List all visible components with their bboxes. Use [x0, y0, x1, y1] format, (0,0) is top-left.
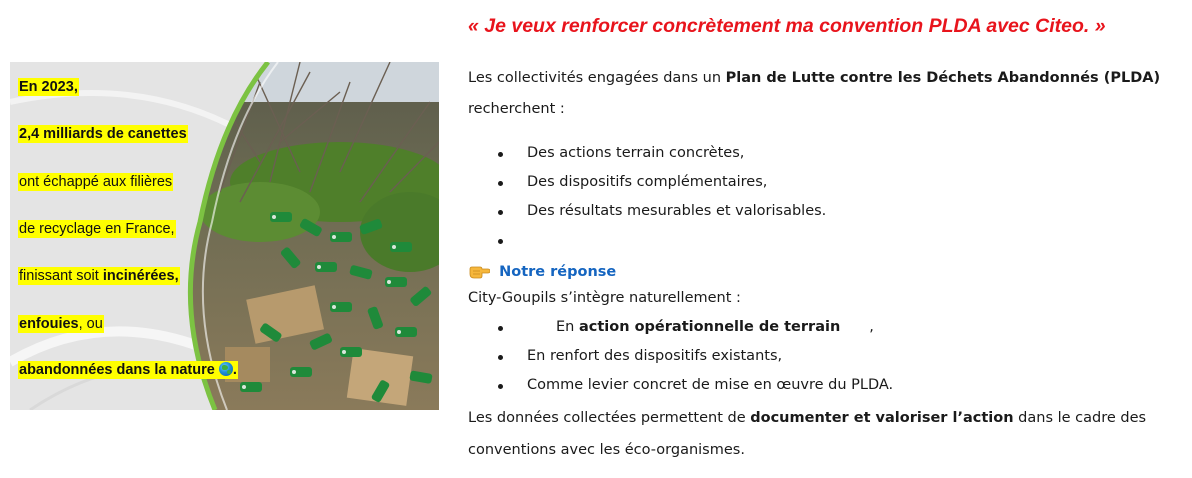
stat-line-incinerated: finissant soit incinérées,: [19, 268, 179, 284]
stat-line-year: En 2023,: [19, 79, 78, 95]
response-intro: City-Goupils s’intègre naturellement :: [468, 290, 741, 306]
response-item: En renfort des dispositifs existants,: [498, 348, 782, 364]
headline-quote: « Je veux renforcer concrètement ma convention PLDA avec Citeo. »: [468, 15, 1106, 37]
intro-line-2: recherchent :: [468, 101, 565, 117]
stat-line-buried: enfouies, ou: [19, 316, 103, 332]
stat-line-recycling: de recyclage en France,: [19, 221, 175, 237]
globe-icon: [219, 362, 233, 376]
closing-line-1: Les données collectées permettent de documenter et valoriser l’action dans le cadre des: [468, 410, 1147, 426]
response-item: Comme levier concret de mise en œuvre du PLDA.: [498, 377, 893, 393]
stat-line-escaped: ont échappé aux filières: [19, 174, 173, 190]
response-item: En action opérationnelle de terrain ,: [498, 319, 874, 335]
stat-line-abandoned: abandonnées dans la nature .: [19, 362, 237, 378]
need-item: Des dispositifs complémentaires,: [498, 174, 767, 190]
response-title: Notre réponse: [499, 264, 617, 280]
intro-line-1: Les collectivités engagées dans un Plan de Lutte contre les Déchets Abandonnés (PLDA): [468, 70, 1161, 86]
need-item: Des actions terrain concrètes,: [498, 145, 744, 161]
pointing-hand-icon: [468, 263, 490, 279]
empty-bullet: [498, 239, 503, 244]
cans-infographic-card: [10, 62, 439, 410]
need-item: Des résultats mesurables et valorisables.: [498, 203, 826, 219]
response-heading: [468, 261, 616, 280]
stat-line-count: 2,4 milliards de canettes: [19, 126, 187, 142]
closing-line-2: conventions avec les éco-organismes.: [468, 442, 745, 458]
